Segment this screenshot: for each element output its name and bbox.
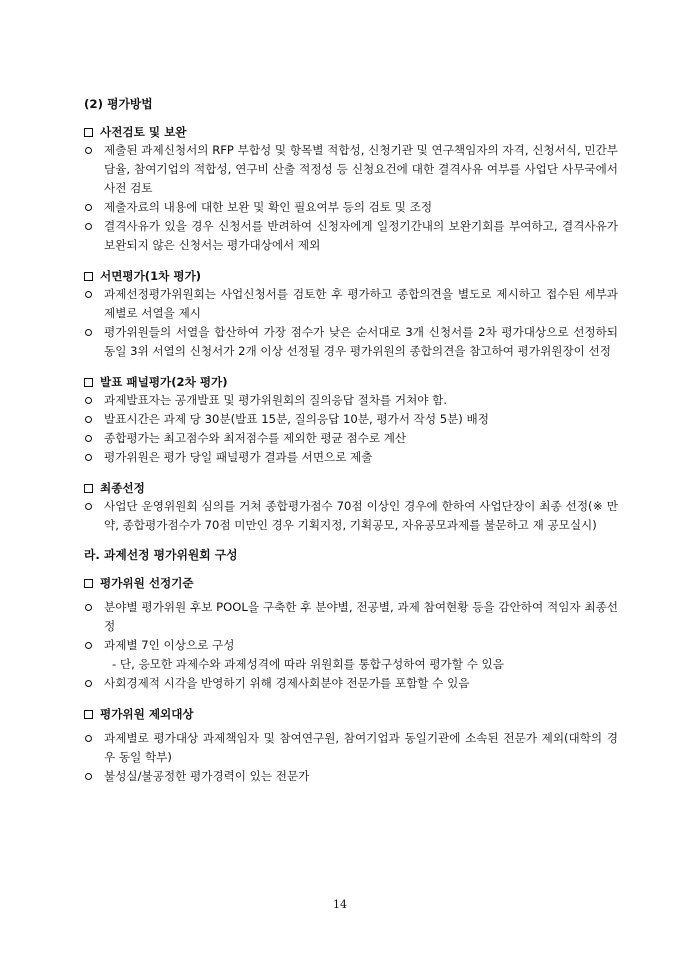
square-bullet-icon <box>84 710 93 719</box>
section-exclusions <box>84 705 618 786</box>
circle-bullet-icon <box>85 735 92 742</box>
section-heading-committee: 라. 과제선정 평가위원회 구성 <box>84 548 238 562</box>
circle-bullet-icon <box>85 397 92 404</box>
section-title <box>84 479 618 497</box>
circle-bullet-icon <box>85 604 92 611</box>
list-item-text: 결격사유가 있을 경우 신청서를 반려하여 신청자에게 일정기간내의 보완기회를 부여하고, 결격사유가 보완되지 않은 신청서는 평가대상에서 제외 <box>104 219 618 252</box>
list-item <box>84 141 618 198</box>
section-title-text: 사전검토 및 보완 <box>100 125 187 139</box>
list-item-text: 제출된 과제신청서의 RFP 부합성 및 항목별 적합성, 신청기관 및 연구책임자의 자격, 신청서식, 민간부담율, 참여기업의 적합성, 연구비 산출 적정성 등 신청요건에 대한 결격사유 여부를 사업단 사무국에서 사전 검토 <box>104 143 618 195</box>
page-number: 14 <box>333 898 347 911</box>
list-item <box>84 323 618 361</box>
square-bullet-icon <box>84 579 93 588</box>
list-item-text: 사회경제적 시각을 반영하기 위해 경제사회분야 전문가를 포함할 수 있음 <box>104 676 470 690</box>
section-title-text: 평가위원 제외대상 <box>100 707 194 721</box>
list-item-text: 과제발표자는 공개발표 및 평가위원회의 질의응답 절차를 거쳐야 함. <box>104 393 448 407</box>
list-item <box>84 391 618 410</box>
square-bullet-icon <box>84 484 93 493</box>
list-item-text: 과제별 7인 이상으로 구성 <box>104 638 235 652</box>
section-heading: (2) 평가방법 <box>84 97 153 111</box>
section-title-text: 평가위원 선정기준 <box>100 576 194 590</box>
circle-bullet-icon <box>85 204 92 211</box>
list-item-text: 종합평가는 최고점수와 최저점수를 제외한 평균 점수로 계산 <box>104 431 407 445</box>
section-title <box>84 574 618 592</box>
document-content <box>84 96 618 798</box>
list-item-text: 평가위원은 평가 당일 패널평가 결과를 서면으로 제출 <box>104 450 373 464</box>
circle-bullet-icon <box>85 503 92 510</box>
section-final-selection <box>84 479 618 535</box>
list-item <box>84 448 618 467</box>
list-item <box>84 729 618 767</box>
list-item-text: 과제별로 평가대상 과제책임자 및 참여연구원, 참여기업과 동일기관에 소속된 전문가 제외(대학의 경우 동일 학부) <box>104 731 618 764</box>
list-item-text: 제출자료의 내용에 대한 보완 및 확인 필요여부 등의 검토 및 조정 <box>104 200 433 214</box>
section-pre-review <box>84 123 618 255</box>
list-item-text: 평가위원들의 서열을 합산하여 가장 점수가 낮은 순서대로 3개 신청서를 2차 평가대상으로 선정하되 동일 3위 서열의 신청서가 2개 이상 선정될 경우 평가위원의 종합의견을 참고하여 평가위원장이 선정 <box>104 325 618 358</box>
list-item <box>84 674 618 693</box>
list-item-text: 발표시간은 과제 당 30분(발표 15분, 질의응답 10분, 평가서 작성 5분) 배정 <box>104 412 489 426</box>
list-item <box>84 767 618 786</box>
circle-bullet-icon <box>85 680 92 687</box>
square-bullet-icon <box>84 378 93 387</box>
square-bullet-icon <box>84 272 93 281</box>
section-title <box>84 267 618 285</box>
list-item <box>84 410 618 429</box>
circle-bullet-icon <box>85 416 92 423</box>
circle-bullet-icon <box>85 223 92 230</box>
sections-group-committee <box>84 574 618 786</box>
section-title-text: 발표 패널평가(2차 평가) <box>100 375 228 389</box>
square-bullet-icon <box>84 128 93 137</box>
circle-bullet-icon <box>85 454 92 461</box>
circle-bullet-icon <box>85 435 92 442</box>
list-item-text: 불성실/불공정한 평가경력이 있는 전문가 <box>104 769 310 783</box>
circle-bullet-icon <box>85 147 92 154</box>
list-item-text: 과제선정평가위원회는 사업신청서를 검토한 후 평가하고 종합의견을 별도로 제시하고 접수된 세부과제별로 서열을 제시 <box>104 287 618 320</box>
list-item <box>84 198 618 217</box>
circle-bullet-icon <box>85 773 92 780</box>
section-title-text: 최종선정 <box>100 481 145 495</box>
list-subitem: - 단, 응모한 과제수와 과제성격에 따라 위원회를 통합구성하여 평가할 수 있음 <box>112 657 504 671</box>
section-title <box>84 123 618 141</box>
list-item-text: 사업단 운영위원회 심의를 거쳐 종합평가점수 70점 이상인 경우에 한하여 사업단장이 최종 선정(※ 만약, 종합평가점수가 70점 미만인 경우 기획지정, 기획공모, 자유공모과제를 불문하고 재 공모실시) <box>104 499 618 532</box>
list-item <box>84 598 618 636</box>
circle-bullet-icon <box>85 642 92 649</box>
list-item <box>84 636 618 655</box>
section-title-text: 서면평가(1차 평가) <box>100 269 202 283</box>
list-item-text: 분야별 평가위원 후보 POOL을 구축한 후 분야별, 전공별, 과제 참여현황 등을 감안하여 적임자 최종선정 <box>104 600 618 633</box>
section-selection-criteria <box>84 574 618 693</box>
list-item <box>84 217 618 255</box>
section-document-review <box>84 267 618 361</box>
sections-group-evaluation-method <box>84 123 618 535</box>
circle-bullet-icon <box>85 291 92 298</box>
list-item <box>84 497 618 535</box>
list-item <box>84 285 618 323</box>
list-item <box>84 429 618 448</box>
section-panel-review <box>84 373 618 467</box>
section-title <box>84 373 618 391</box>
circle-bullet-icon <box>85 329 92 336</box>
section-title <box>84 705 618 723</box>
